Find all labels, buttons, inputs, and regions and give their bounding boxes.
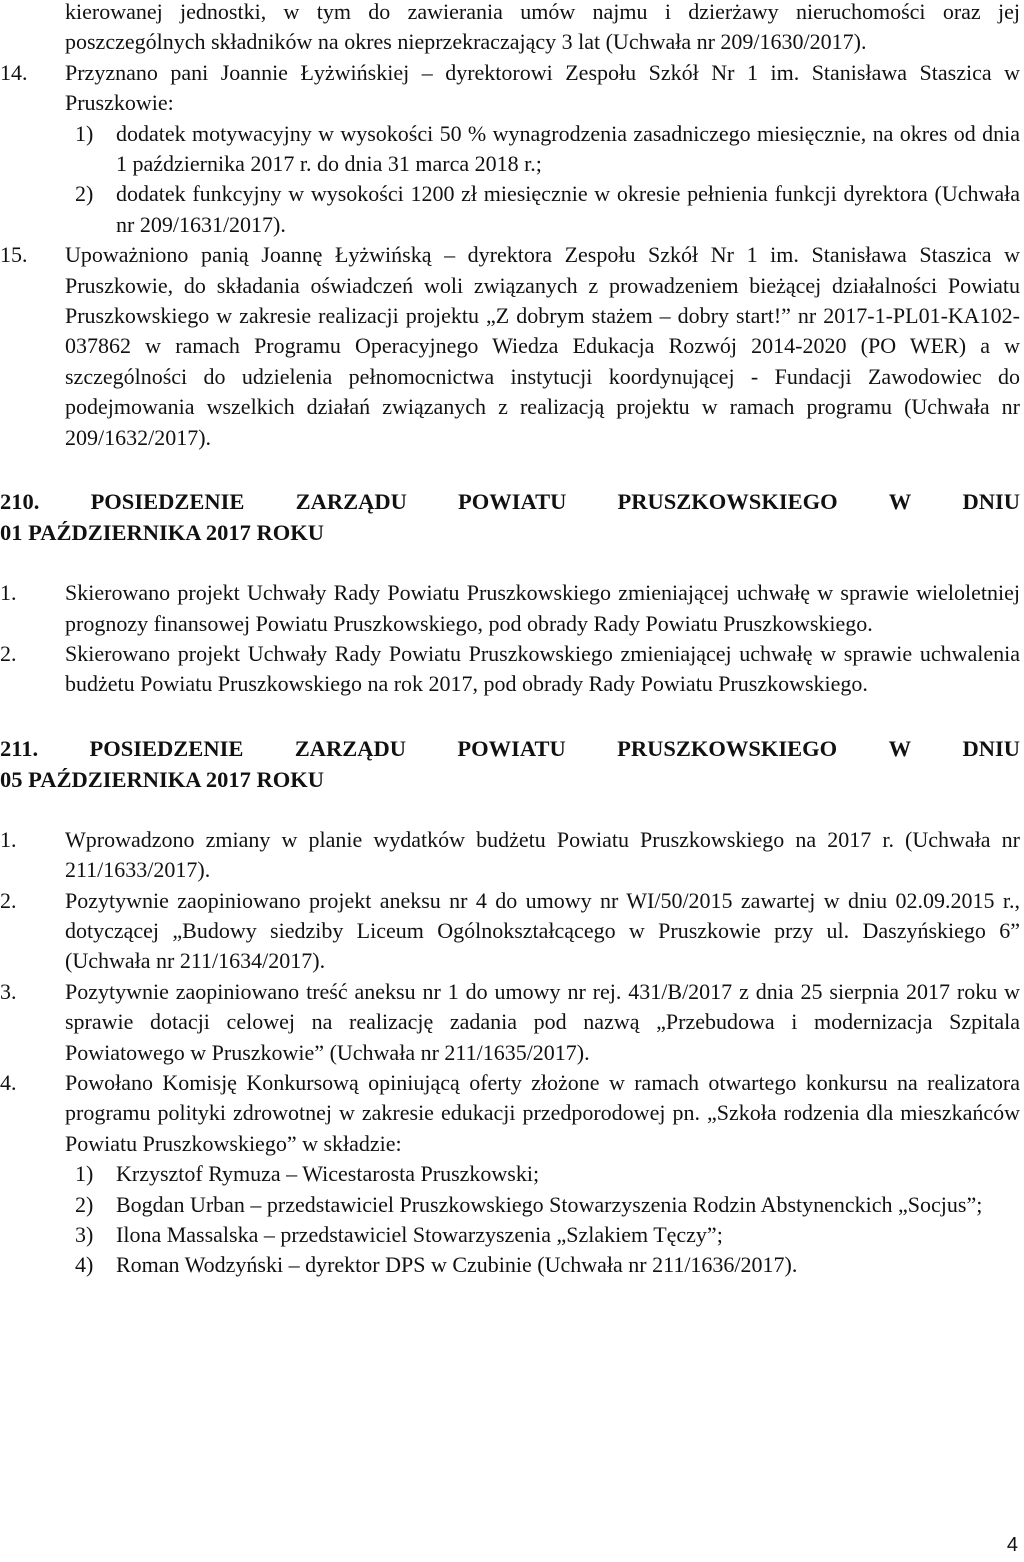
heading-word: W bbox=[888, 735, 912, 761]
item-14-sub-2-number: 2) bbox=[75, 181, 94, 207]
committee-member-3-number: 3) bbox=[75, 1222, 94, 1247]
section-211-heading-line2: 05 PAŹDZIERNIKA 2017 ROKU bbox=[0, 766, 324, 792]
section-211-item-1-text: Wprowadzono zmiany w planie wydatków budżetu Powiatu Pruszkowskiego na 2017 r. (Uchwała nr 211/1633/2017). bbox=[65, 826, 1020, 883]
section-211-item-2 bbox=[0, 886, 1020, 977]
section-211-item-1-number: 1. bbox=[0, 826, 17, 852]
committee-member-4-text: Roman Wodzyński – dyrektor DPS w Czubinie (Uchwała nr 211/1636/2017). bbox=[116, 1252, 798, 1278]
item-14-number: 14. bbox=[0, 59, 28, 85]
heading-word: DNIU bbox=[962, 489, 1020, 515]
section-210-item-2 bbox=[0, 639, 1020, 700]
heading-word: ZARZĄDU bbox=[294, 735, 406, 761]
item-15-text: Upoważniono panią Joannę Łyżwińską – dyrektora Zespołu Szkół Nr 1 im. Stanisława Staszica w Pruszkowie, do składania oświadczeń woli związanych z prowadzeniem bieżącej działalności Powiatu Pruszkowskiego w zakresie realizacji projektu „Z dobrym stażem – dobry start!” nr 2017-1-PL01-KA102-037862 w ramach Programu Operacyjnego Wiedza Edukacja Rozwój 2014-2020 (PO WER) a w szczególności do udzielenia pełnomocnictwa instytucji koordynującej - Fundacji Zawodowiec do podejmowania wszelkich działań związanych z realizacją projektu w ramach programu (Uchwała nr 209/1632/2017). bbox=[65, 242, 1020, 450]
heading-word: POSIEDZENIE bbox=[89, 735, 244, 761]
section-210-item-1 bbox=[0, 578, 1020, 639]
page-number: 4 bbox=[1006, 1533, 1018, 1556]
item-14-sub-2-text: dodatek funkcyjny w wysokości 1200 zł miesięcznie w okresie pełnienia funkcji dyrektora (Uchwała nr 209/1631/2017). bbox=[116, 181, 1020, 237]
section-210-item-2-text: Skierowano projekt Uchwały Rady Powiatu Pruszkowskiego zmieniającej uchwałę w sprawie uchwalenia budżetu Powiatu Pruszkowskiego na rok 2017, pod obrady Rady Powiatu Pruszkowskiego. bbox=[65, 640, 1020, 697]
section-211-item-3-number: 3. bbox=[0, 978, 17, 1004]
committee-member-4 bbox=[0, 1250, 1020, 1280]
item-15 bbox=[0, 240, 1020, 453]
committee-member-1 bbox=[0, 1159, 1020, 1189]
item-14-sub-1-text: dodatek motywacyjny w wysokości 50 % wynagrodzenia zasadniczego miesięcznie, na okres od dnia 1 października 2017 r. do dnia 31 marca 2018 r.; bbox=[116, 120, 1020, 177]
item-15-number: 15. bbox=[0, 242, 28, 268]
spacer bbox=[0, 795, 1020, 825]
item-14-sub-1 bbox=[0, 119, 1020, 180]
section-210-item-1-number: 1. bbox=[0, 580, 17, 606]
section-210-item-2-number: 2. bbox=[0, 640, 17, 666]
committee-member-3-text: Ilona Massalska – przedstawiciel Stowarzyszenia „Szlakiem Tęczy”; bbox=[116, 1222, 723, 1247]
committee-member-1-number: 1) bbox=[75, 1161, 94, 1187]
section-210-heading bbox=[0, 486, 1020, 548]
committee-member-2-number: 2) bbox=[75, 1191, 94, 1217]
item-14 bbox=[0, 58, 1020, 119]
heading-word: ZARZĄDU bbox=[295, 489, 407, 515]
heading-word: POWIATU bbox=[457, 735, 566, 761]
heading-word: W bbox=[888, 489, 912, 515]
section-211-item-2-number: 2. bbox=[0, 887, 17, 913]
heading-word: POSIEDZENIE bbox=[90, 489, 245, 515]
section-210-heading-line1 bbox=[0, 486, 1020, 517]
section-211-item-3-text: Pozytywnie zaopiniowano treść aneksu nr 1 do umowy nr rej. 431/B/2017 z dnia 25 sierpnia 2017 roku w sprawie dotacji celowej na realizację zadania pod nazwą „Przebudowa i modernizacja Szpitala Powiatowego w Pruszkowie” (Uchwała nr 211/1635/2017). bbox=[65, 978, 1020, 1065]
heading-word: DNIU bbox=[962, 735, 1020, 761]
section-211-item-2-text: Pozytywnie zaopiniowano projekt aneksu nr 4 do umowy nr WI/50/2015 zawartej w dniu 02.09.2015 r., dotyczącej „Budowy siedziby Liceum Ogólnokształcącego w Pruszkowie przy ul. Daszyńskiego 6” (Uchwała nr 211/1634/2017). bbox=[65, 887, 1020, 974]
heading-word: PRUSZKOWSKIEGO bbox=[617, 489, 838, 515]
spacer bbox=[0, 453, 1020, 486]
spacer bbox=[0, 700, 1020, 733]
intro-continuation: kierowanej jednostki, w tym do zawierania umów najmu i dzierżawy nieruchomości oraz jej poszczególnych składników na okres nieprzekraczający 3 lat (Uchwała nr 209/1630/2017). bbox=[65, 0, 1020, 55]
committee-member-2 bbox=[0, 1190, 1020, 1220]
section-210-item-1-text: Skierowano projekt Uchwały Rady Powiatu Pruszkowskiego zmieniającej uchwałę w sprawie wieloletniej prognozy finansowej Powiatu Pruszkowskiego, pod obrady Rady Powiatu Pruszkowskiego. bbox=[65, 580, 1020, 636]
committee-member-2-text: Bogdan Urban – przedstawiciel Pruszkowskiego Stowarzyszenia Rodzin Abstynenckich „Socjus”; bbox=[116, 1191, 983, 1217]
heading-word: POWIATU bbox=[458, 489, 567, 515]
section-211-item-3 bbox=[0, 977, 1020, 1068]
item-14-text: Przyznano pani Joannie Łyżwińskiej – dyrektorowi Zespołu Szkół Nr 1 im. Stanisława Staszica w Pruszkowie: bbox=[65, 59, 1020, 116]
heading-word: 211. bbox=[0, 735, 39, 761]
heading-word: PRUSZKOWSKIEGO bbox=[617, 735, 838, 761]
item-14-sub-1-number: 1) bbox=[75, 120, 94, 146]
section-211-heading-line1 bbox=[0, 733, 1020, 764]
committee-member-1-text: Krzysztof Rymuza – Wicestarosta Pruszkowski; bbox=[116, 1161, 540, 1187]
committee-member-3 bbox=[0, 1220, 1020, 1250]
spacer bbox=[0, 548, 1020, 578]
heading-word: 210. bbox=[0, 489, 40, 515]
section-210-heading-line2: 01 PAŹDZIERNIKA 2017 ROKU bbox=[0, 520, 324, 546]
section-211-item-4-text: Powołano Komisję Konkursową opiniującą oferty złożone w ramach otwartego konkursu na realizatora programu polityki zdrowotnej w zakresie edukacji przedporodowej pn. „Szkoła rodzenia dla mieszkańców Powiatu Pruszkowskiego” w składzie: bbox=[65, 1069, 1020, 1156]
committee-member-4-number: 4) bbox=[75, 1252, 94, 1278]
section-211-item-4 bbox=[0, 1068, 1020, 1159]
item-14-sub-2 bbox=[0, 179, 1020, 240]
section-211-item-1 bbox=[0, 825, 1020, 886]
section-211-item-4-number: 4. bbox=[0, 1069, 17, 1095]
section-211-heading bbox=[0, 733, 1020, 795]
